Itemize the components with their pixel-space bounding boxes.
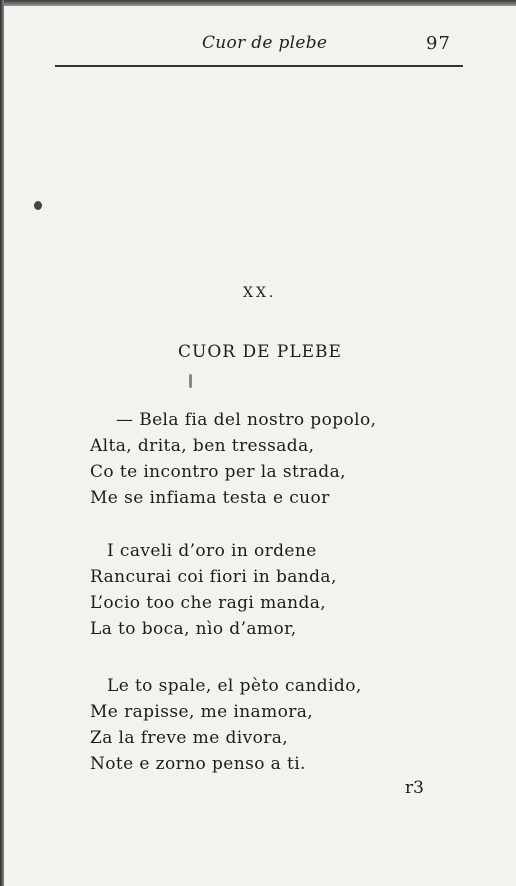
poem-line: — Bela fia del nostro popolo,	[116, 410, 377, 430]
running-head-title: Cuor de plebe	[202, 33, 328, 53]
header-rule	[55, 65, 463, 67]
ink-speck	[34, 201, 42, 210]
poem-line: Rancurai coi fiori in banda,	[90, 567, 337, 587]
poem-line: L’ocio too che ragi manda,	[90, 593, 327, 613]
section-number: XX.	[243, 285, 277, 301]
poem-line: Me rapisse, me inamora,	[90, 702, 314, 722]
page-number: 97	[426, 33, 451, 54]
signature-mark: r3	[405, 778, 424, 798]
poem-line: Alta, drita, ben tressada,	[90, 436, 315, 456]
ink-speck	[189, 374, 192, 388]
poem-title: CUOR DE PLEBE	[178, 342, 342, 362]
poem-line: Co te incontro per la strada,	[90, 462, 346, 482]
poem-line: Me se infiama testa e cuor	[90, 488, 330, 508]
poem-line: La to boca, nìo d’amor,	[90, 619, 297, 639]
poem-line: Za la freve me divora,	[90, 728, 289, 748]
poem-line: Note e zorno penso a ti.	[90, 754, 306, 774]
poem-line: Le to spale, el pèto candido,	[107, 676, 362, 696]
poem-line: I caveli d’oro in ordene	[107, 541, 317, 561]
